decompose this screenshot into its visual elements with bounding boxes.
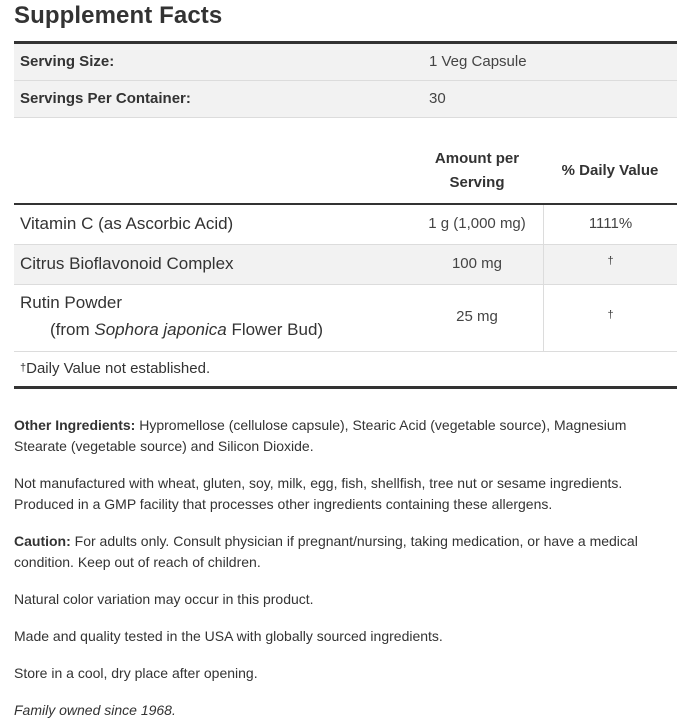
nutrient-daily-value: † xyxy=(607,255,614,267)
source-species: Sophora japonica xyxy=(94,320,227,339)
dagger-symbol: † xyxy=(20,362,27,374)
amount-per-serving-header xyxy=(412,147,542,195)
bottom-rule xyxy=(14,386,677,389)
nutrient-name: Citrus Bioflavonoid Complex xyxy=(20,254,234,273)
caution-text: For adults only. Consult physician if pregnant/nursing, taking medication, or have a medical condition. Keep out of reach of children. xyxy=(14,533,638,570)
nutrient-row xyxy=(14,245,677,285)
nutrient-daily-value: † xyxy=(607,309,614,321)
family-owned-note: Family owned since 1968. xyxy=(14,702,176,718)
nutrient-daily-value: 1111% xyxy=(588,215,633,232)
serving-size-label: Serving Size: xyxy=(20,53,115,70)
amount-header-line1: Amount per xyxy=(434,150,520,167)
nutrient-amount: 1 g (1,000 mg) xyxy=(428,215,526,232)
color-variation-note: Natural color variation may occur in this product. xyxy=(14,591,314,607)
made-in-usa-note: Made and quality tested in the USA with globally sourced ingredients. xyxy=(14,628,443,644)
other-ingredients xyxy=(14,415,674,457)
servings-per-container-label: Servings Per Container: xyxy=(20,90,191,107)
nutrient-row xyxy=(14,285,677,352)
nutrient-row xyxy=(14,205,677,245)
other-ingredients-text: Hypromellose (cellulose capsule), Stearic Acid (vegetable source), Magnesium Stearate (vegetable source) and Silicon Dioxide. xyxy=(14,417,627,454)
servings-per-container-value: 30 xyxy=(429,90,446,107)
servings-per-container-row xyxy=(14,81,677,118)
other-ingredients-label: Other Ingredients: xyxy=(14,417,136,433)
nutrient-amount: 25 mg xyxy=(456,308,498,325)
amount-header-line2: Serving xyxy=(449,174,505,191)
storage-note: Store in a cool, dry place after opening. xyxy=(14,665,258,681)
nutrient-name: Vitamin C (as Ascorbic Acid) xyxy=(20,214,234,233)
source-prefix: (from xyxy=(50,320,95,339)
serving-size-row xyxy=(14,44,677,81)
supplement-facts-title: Supplement Facts xyxy=(14,2,223,29)
daily-value-footnote xyxy=(20,360,210,377)
daily-value-header: % Daily Value xyxy=(561,162,659,179)
nutrient-source xyxy=(50,320,323,340)
nutrient-name: Rutin Powder xyxy=(20,293,123,312)
caution-statement xyxy=(14,531,674,573)
source-suffix: Flower Bud) xyxy=(226,320,324,339)
allergen-statement: Not manufactured with wheat, gluten, soy, milk, egg, fish, shellfish, tree nut or sesame ingredients. Produced in a GMP facility that processes other ingredients containing these allergens. xyxy=(14,475,623,512)
caution-label: Caution: xyxy=(14,533,71,549)
footnote-text: Daily Value not established. xyxy=(26,360,211,377)
nutrient-amount: 100 mg xyxy=(451,255,503,272)
serving-size-value: 1 Veg Capsule xyxy=(429,53,527,70)
